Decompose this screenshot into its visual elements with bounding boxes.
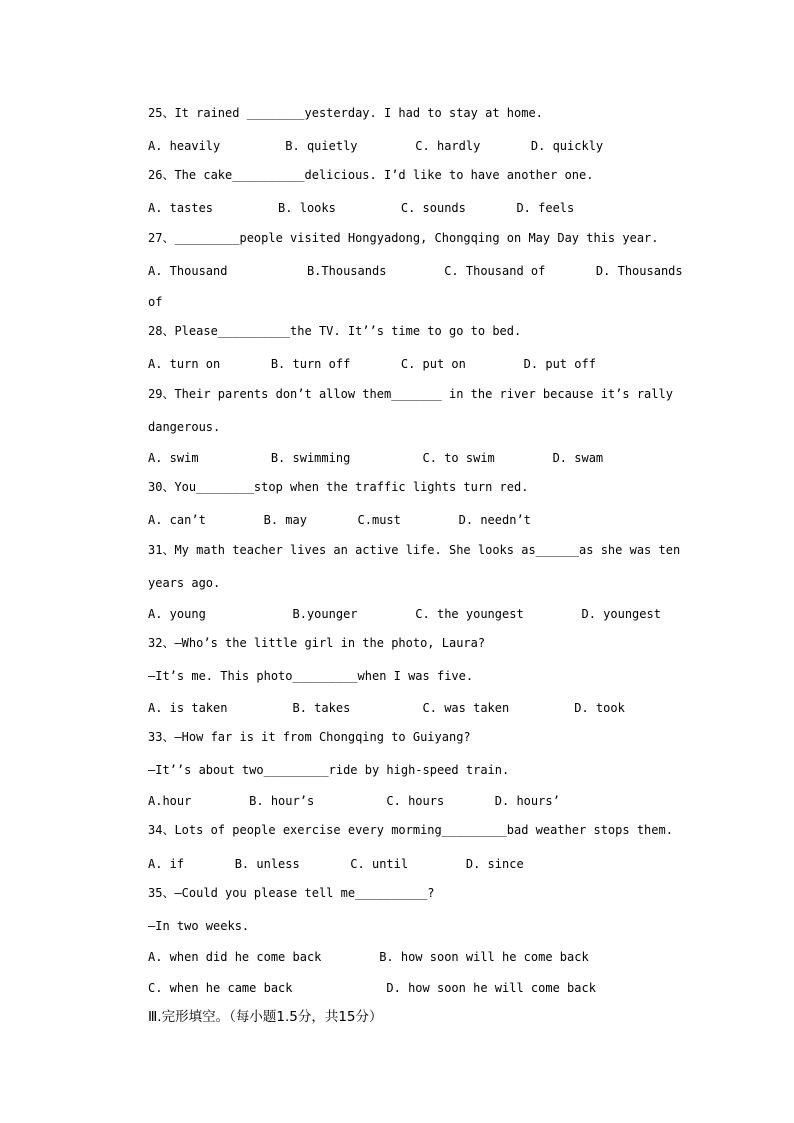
question-35-options-cd: C. when he came back D. how soon he will come back [148,981,596,995]
question-33-options: A.hour B. hour’s C. hours D. hours’ [148,794,560,808]
question-25-options: A. heavily B. quietly C. hardly D. quickly [148,139,604,153]
question-25-stem: 25、It rained ________yesterday. I had to stay at home. [148,106,543,120]
question-35-options-ab: A. when did he come back B. how soon will he come back [148,950,589,964]
question-28-stem: 28、Please__________the TV. It’’s time to go to bed. [148,324,522,338]
question-31-stem: 31、My math teacher lives an active life. She looks as______as she was ten [148,543,681,557]
question-33-stem: 33、–How far is it from Chongqing to Guiyang? [148,730,471,744]
question-29-options: A. swim B. swimming C. to swim D. swam [148,451,604,465]
question-27-options: A. Thousand B.Thousands C. Thousand of D. Thousands [148,264,683,278]
question-28-options: A. turn on B. turn off C. put on D. put off [148,357,596,371]
question-26-stem: 26、The cake__________delicious. I’d like to have another one. [148,168,594,182]
question-29-stem: 29、Their parents don’t allow them_______ in the river because it’s rally [148,387,673,401]
question-27-options-wrap: of [148,295,163,309]
section-heading-cloze: Ⅲ.完形填空。（每小题1.5分，共15分） [148,1009,383,1025]
question-35-reply: –In two weeks. [148,919,250,933]
question-30-stem: 30、You________stop when the traffic lights turn red. [148,480,529,494]
question-34-options: A. if B. unless C. until D. since [148,857,524,871]
question-33-reply: –It’’s about two_________ride by high-speed train. [148,763,510,777]
question-26-options: A. tastes B. looks C. sounds D. feels [148,201,575,215]
question-31-options: A. young B.younger C. the youngest D. youngest [148,607,661,621]
question-34-stem: 34、Lots of people exercise every morming_________bad weather stops them. [148,823,673,837]
question-29-stem-wrap: dangerous. [148,420,221,434]
question-32-reply: –It’s me. This photo_________when I was five. [148,669,474,683]
question-32-options: A. is taken B. takes C. was taken D. took [148,701,625,715]
question-32-stem: 32、–Who’s the little girl in the photo, Laura? [148,636,486,650]
question-35-stem: 35、–Could you please tell me__________? [148,886,435,900]
question-31-stem-wrap: years ago. [148,576,221,590]
question-27-stem: 27、_________people visited Hongyadong, Chongqing on May Day this year. [148,231,659,245]
question-30-options: A. can’t B. may C.must D. needn’t [148,513,531,527]
